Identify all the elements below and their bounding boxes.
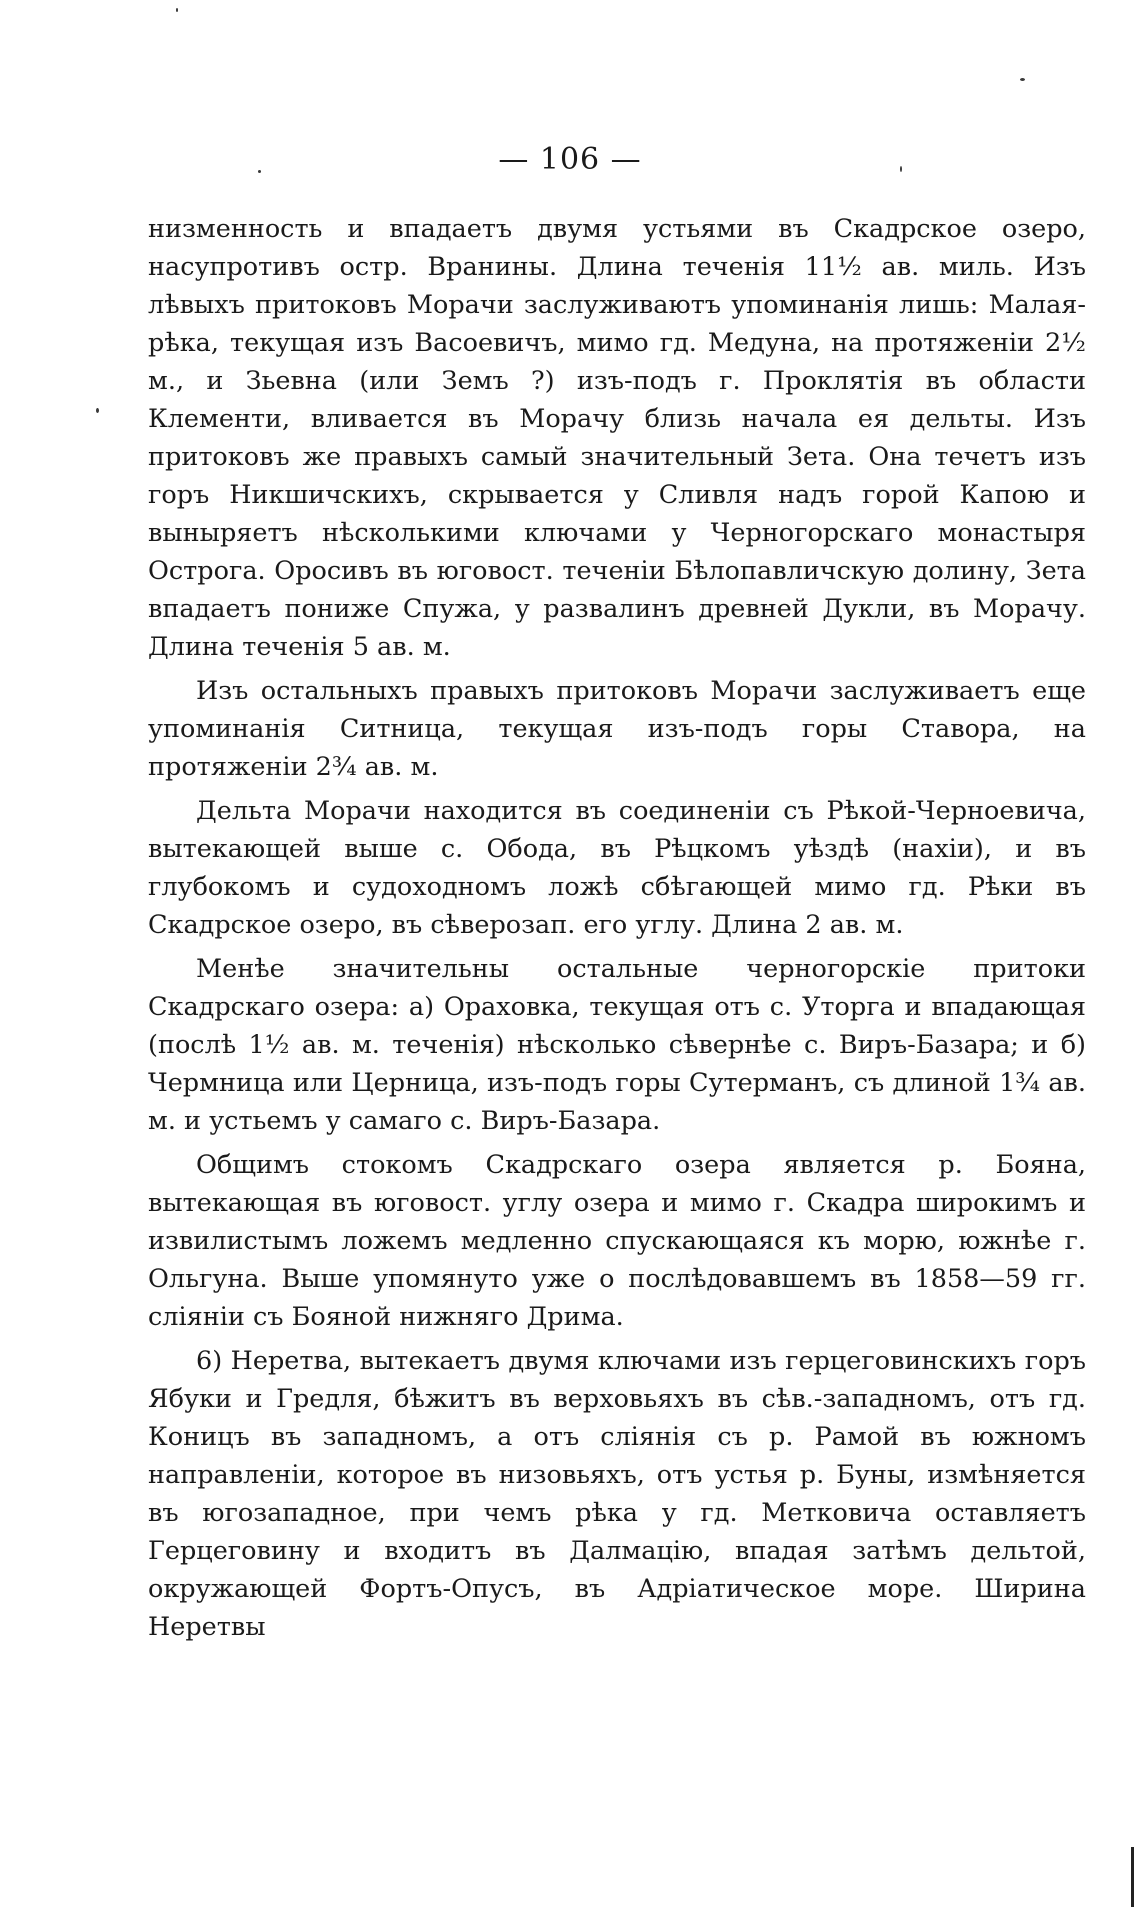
scan-speck <box>96 408 99 413</box>
paragraph-morača-tributaries: низменность и впадаетъ двумя устьями въ Скадрское озеро, насупротивъ остр. Вранины. Длина теченія 11½ ав. миль. Изъ лѣвыхъ притоковъ Морачи заслуживаютъ упоминанія лишь: Малая-рѣка, текущая изъ Васоевичъ, мимо гд. Медуна, на протяженіи 2½ м., и Зьевна (или Земъ ?) изъ-подъ г. Проклятія въ области Клементи, вливается въ Морачу близь начала ея дельты. Изъ притоковъ же правыхъ самый значительный Зета. Она течетъ изъ горъ Никшичскихъ, скрывается у Сливля надъ горой Капою и выныряетъ нѣсколькими ключами у Черногорскаго монастыря Острога. Оросивъ въ юговост. теченіи Бѣлопавличскую долину, Зета впадаетъ пониже Спужа, у развалинъ древней Дукли, въ Морачу. Длина теченія 5 ав. м. <box>148 214 1086 662</box>
scan-edge-mark <box>1131 1847 1134 1907</box>
scan-speck <box>1020 78 1025 81</box>
body-text <box>148 210 1086 1652</box>
scan-speck <box>258 170 261 173</box>
paragraph-skadar-tributaries: Менѣе значительны остальные черногорскіе притоки Скадрскаго озера: а) Ораховка, текущая отъ с. Уторга и впадающая (послѣ 1½ ав. м. теченія) нѣсколько сѣвернѣе с. Виръ-Базара; и б) Чермница или Церница, изъ-подъ горы Сутерманъ, съ длиной 1¾ ав. м. и устьемъ у самаго с. Виръ-Базара. <box>148 954 1086 1136</box>
scan-speck <box>176 8 178 12</box>
paragraph-right-tributaries: Изъ остальныхъ правыхъ притоковъ Морачи заслуживаетъ еще упоминанія Ситница, текущая изъ-подъ горы Ставора, на протяженіи 2¾ ав. м. <box>148 676 1086 782</box>
scan-speck <box>900 166 902 172</box>
page-number: — 106 — <box>498 142 642 177</box>
paragraph-morača-delta: Дельта Морачи находится въ соединеніи съ Рѣкой-Черноевича, вытекающей выше с. Обода, въ Рѣцкомъ уѣздѣ (нахіи), и въ глубокомъ и судоходномъ ложѣ сбѣгающей мимо гд. Рѣки въ Скадрское озеро, въ сѣверозап. его углу. Длина 2 ав. м. <box>148 796 1086 940</box>
paragraph-bojana: Общимъ стокомъ Скадрскаго озера является р. Бояна, вытекающая въ юговост. углу озера и мимо г. Скадра широкимъ и извилистымъ ложемъ медленно спускающаяся къ морю, южнѣе г. Ольгуна. Выше упомянуто уже о послѣдовавшемъ въ 1858—59 гг. сліяніи съ Бояной нижняго Дрима. <box>148 1150 1086 1332</box>
paragraph-neretva: 6) Неретва, вытекаетъ двумя ключами изъ герцеговинскихъ горъ Ябуки и Гредля, бѣжитъ въ верховьяхъ въ сѣв.-западномъ, отъ гд. Коницъ въ западномъ, а отъ сліянія съ р. Рамой въ южномъ направленіи, которое въ низовьяхъ, отъ устья р. Буны, измѣняется въ югозападное, при чемъ рѣка у гд. Метковича оставляетъ Герцеговину и входитъ въ Далмацію, впадая затѣмъ дельтой, окружающей Фортъ-Опусъ, въ Адріатическое море. Ширина Неретвы <box>148 1346 1086 1642</box>
